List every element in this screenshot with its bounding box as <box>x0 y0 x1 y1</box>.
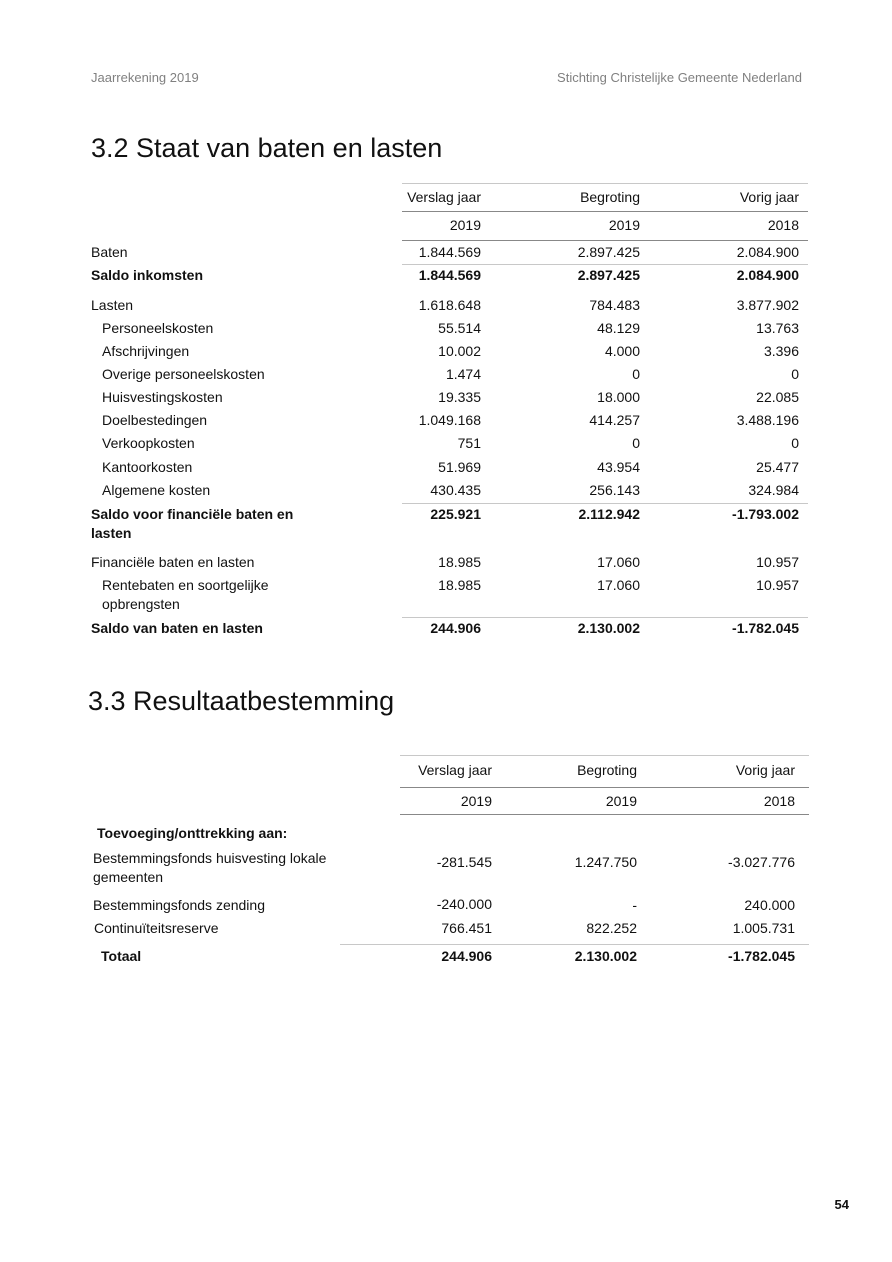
row-label: Doelbestedingen <box>102 412 208 428</box>
value-verslag-jaar: 55.514 <box>438 320 481 336</box>
row-divider <box>340 944 809 945</box>
row-label-line-2: lasten <box>91 525 132 541</box>
value-vorig-jaar: -1.782.045 <box>732 620 799 636</box>
row-label: Saldo van baten en lasten <box>91 620 263 636</box>
header-organization-name: Stichting Christelijke Gemeente Nederland <box>557 70 802 85</box>
column-header-row <box>93 762 809 784</box>
row-label-line-1: Saldo voor financiële baten en <box>91 506 294 522</box>
year-vorig-jaar: 2018 <box>763 793 795 809</box>
value-verslag-jaar: 430.435 <box>430 482 481 498</box>
value-verslag-jaar: 1.049.168 <box>418 412 481 428</box>
row-label: Totaal <box>101 948 142 964</box>
table-row-continuiteitsreserve <box>93 920 809 942</box>
value-vorig-jaar: 2.084.900 <box>736 244 799 260</box>
table-row-saldo-voor-financiele-baten-en-lasten <box>91 506 808 548</box>
table-top-border <box>400 755 809 756</box>
row-divider <box>402 264 808 265</box>
row-divider <box>402 503 808 504</box>
table-row-totaal <box>93 948 809 970</box>
year-header-row <box>91 217 808 239</box>
value-vorig-jaar: -1.793.002 <box>732 506 799 522</box>
value-vorig-jaar: 22.085 <box>756 389 799 405</box>
subheading-toevoeging-onttrekking: Toevoeging/onttrekking aan: <box>97 825 288 841</box>
value-verslag-jaar: 244.906 <box>441 948 492 964</box>
value-verslag-jaar: 225.921 <box>430 506 481 522</box>
table-row-baten <box>91 244 808 266</box>
table-row-personeelskosten <box>91 320 808 342</box>
value-verslag-jaar: -281.545 <box>436 854 492 870</box>
value-verslag-jaar: 18.985 <box>438 554 481 570</box>
value-begroting: 1.247.750 <box>574 854 637 870</box>
value-begroting: 0 <box>632 366 640 382</box>
year-begroting: 2019 <box>608 217 640 233</box>
value-begroting: 0 <box>632 435 640 451</box>
year-header-row <box>93 793 809 815</box>
row-label: Algemene kosten <box>102 482 211 498</box>
table-row-bestemmingsfonds-huisvesting <box>93 850 809 892</box>
value-vorig-jaar: -3.027.776 <box>728 854 795 870</box>
value-begroting: 17.060 <box>597 554 640 570</box>
value-vorig-jaar: 10.957 <box>756 577 799 593</box>
value-vorig-jaar: 10.957 <box>756 554 799 570</box>
value-begroting: 2.130.002 <box>574 948 637 964</box>
value-vorig-jaar: 240.000 <box>744 897 795 913</box>
table-row-doelbestedingen <box>91 412 808 434</box>
table-row-bestemmingsfonds-zending <box>93 897 809 919</box>
value-begroting: 256.143 <box>589 482 640 498</box>
value-vorig-jaar: 3.877.902 <box>736 297 799 313</box>
header-divider <box>402 211 808 212</box>
row-label: Saldo inkomsten <box>91 267 204 283</box>
row-label-line-2: opbrengsten <box>102 596 180 612</box>
value-begroting: 43.954 <box>597 459 640 475</box>
column-header-begroting: Begroting <box>577 762 637 778</box>
row-label: Continuïteitsreserve <box>94 920 219 936</box>
column-header-vorig-jaar: Vorig jaar <box>735 762 795 778</box>
staat-van-baten-en-lasten-table <box>91 180 808 650</box>
table-top-border <box>402 183 808 184</box>
table-row-afschrijvingen <box>91 343 808 365</box>
row-label-line-1: Rentebaten en soortgelijke <box>102 577 269 593</box>
table-row-kantoorkosten <box>91 459 808 481</box>
value-verslag-jaar: 766.451 <box>441 920 492 936</box>
table-row-saldo-van-baten-en-lasten <box>91 620 808 642</box>
header-document-title: Jaarrekening 2019 <box>91 70 199 85</box>
year-verslag-jaar: 2019 <box>460 793 492 809</box>
value-verslag-jaar: 1.844.569 <box>418 267 481 283</box>
value-vorig-jaar: 3.396 <box>763 343 799 359</box>
value-vorig-jaar: -1.782.045 <box>728 948 795 964</box>
row-label: Baten <box>91 244 128 260</box>
year-verslag-jaar: 2019 <box>449 217 481 233</box>
year-begroting: 2019 <box>605 793 637 809</box>
row-label: Lasten <box>91 297 134 313</box>
value-begroting: 17.060 <box>597 577 640 593</box>
value-vorig-jaar: 3.488.196 <box>736 412 799 428</box>
value-begroting: 784.483 <box>589 297 640 313</box>
value-verslag-jaar: 751 <box>457 435 481 451</box>
value-verslag-jaar: 1.844.569 <box>418 244 481 260</box>
value-begroting: 2.897.425 <box>577 267 640 283</box>
value-vorig-jaar: 0 <box>791 366 799 382</box>
table-row-algemene-kosten <box>91 482 808 504</box>
section-title-resultaatbestemming: 3.3 Resultaatbestemming <box>88 686 395 716</box>
year-divider <box>402 240 808 241</box>
value-begroting: 822.252 <box>586 920 637 936</box>
row-label: Huisvestingskosten <box>102 389 223 405</box>
row-label: Afschrijvingen <box>102 343 190 359</box>
value-vorig-jaar: 324.984 <box>748 482 799 498</box>
year-vorig-jaar: 2018 <box>767 217 799 233</box>
value-begroting: 2.130.002 <box>577 620 640 636</box>
row-label: Overige personeelskosten <box>102 366 265 382</box>
column-header-vorig-jaar: Vorig jaar <box>739 189 799 205</box>
value-verslag-jaar: -240.000 <box>436 896 492 912</box>
row-label: Personeelskosten <box>102 320 214 336</box>
value-verslag-jaar: 1.474 <box>445 366 481 382</box>
value-begroting: 2.112.942 <box>578 506 640 522</box>
row-label: Bestemmingsfonds zending <box>93 897 265 913</box>
column-header-verslag-jaar: Verslag jaar <box>407 189 481 205</box>
value-verslag-jaar: 1.618.648 <box>418 297 481 313</box>
column-header-row <box>91 189 808 211</box>
value-verslag-jaar: 51.969 <box>438 459 481 475</box>
resultaatbestemming-table <box>93 750 809 990</box>
table-row-financiele-baten-en-lasten <box>91 554 808 576</box>
value-verslag-jaar: 19.335 <box>438 389 481 405</box>
value-verslag-jaar: 18.985 <box>438 577 481 593</box>
value-begroting: 18.000 <box>597 389 640 405</box>
value-begroting: 48.129 <box>597 320 640 336</box>
value-verslag-jaar: 244.906 <box>430 620 481 636</box>
column-header-verslag-jaar: Verslag jaar <box>418 762 492 778</box>
row-label: Verkoopkosten <box>102 435 195 451</box>
section-title-staat-van-baten-en-lasten: 3.2 Staat van baten en lasten <box>91 133 443 163</box>
table-row-huisvestingskosten <box>91 389 808 411</box>
header-divider <box>400 787 809 788</box>
row-label-line-1: Bestemmingsfonds huisvesting lokale <box>93 850 327 866</box>
row-label: Financiële baten en lasten <box>91 554 255 570</box>
value-vorig-jaar: 0 <box>791 435 799 451</box>
value-vorig-jaar: 2.084.900 <box>736 267 799 283</box>
column-header-begroting: Begroting <box>580 189 640 205</box>
subheading-row <box>93 825 809 847</box>
value-verslag-jaar: 10.002 <box>438 343 481 359</box>
value-vorig-jaar: 13.763 <box>756 320 799 336</box>
value-begroting: 4.000 <box>604 343 640 359</box>
value-begroting: 2.897.425 <box>577 244 640 260</box>
page-number: 54 <box>834 1197 849 1212</box>
table-row-rentebaten <box>91 577 808 619</box>
table-row-verkoopkosten <box>91 435 808 457</box>
row-label-line-2: gemeenten <box>93 869 164 885</box>
row-divider <box>402 617 808 618</box>
value-vorig-jaar: 25.477 <box>756 459 799 475</box>
value-vorig-jaar: 1.005.731 <box>732 920 795 936</box>
row-label: Kantoorkosten <box>102 459 193 475</box>
value-begroting: - <box>632 897 637 913</box>
table-row-overige-personeelskosten <box>91 366 808 388</box>
value-begroting: 414.257 <box>589 412 640 428</box>
table-row-saldo-inkomsten <box>91 267 808 289</box>
table-row-lasten <box>91 297 808 319</box>
